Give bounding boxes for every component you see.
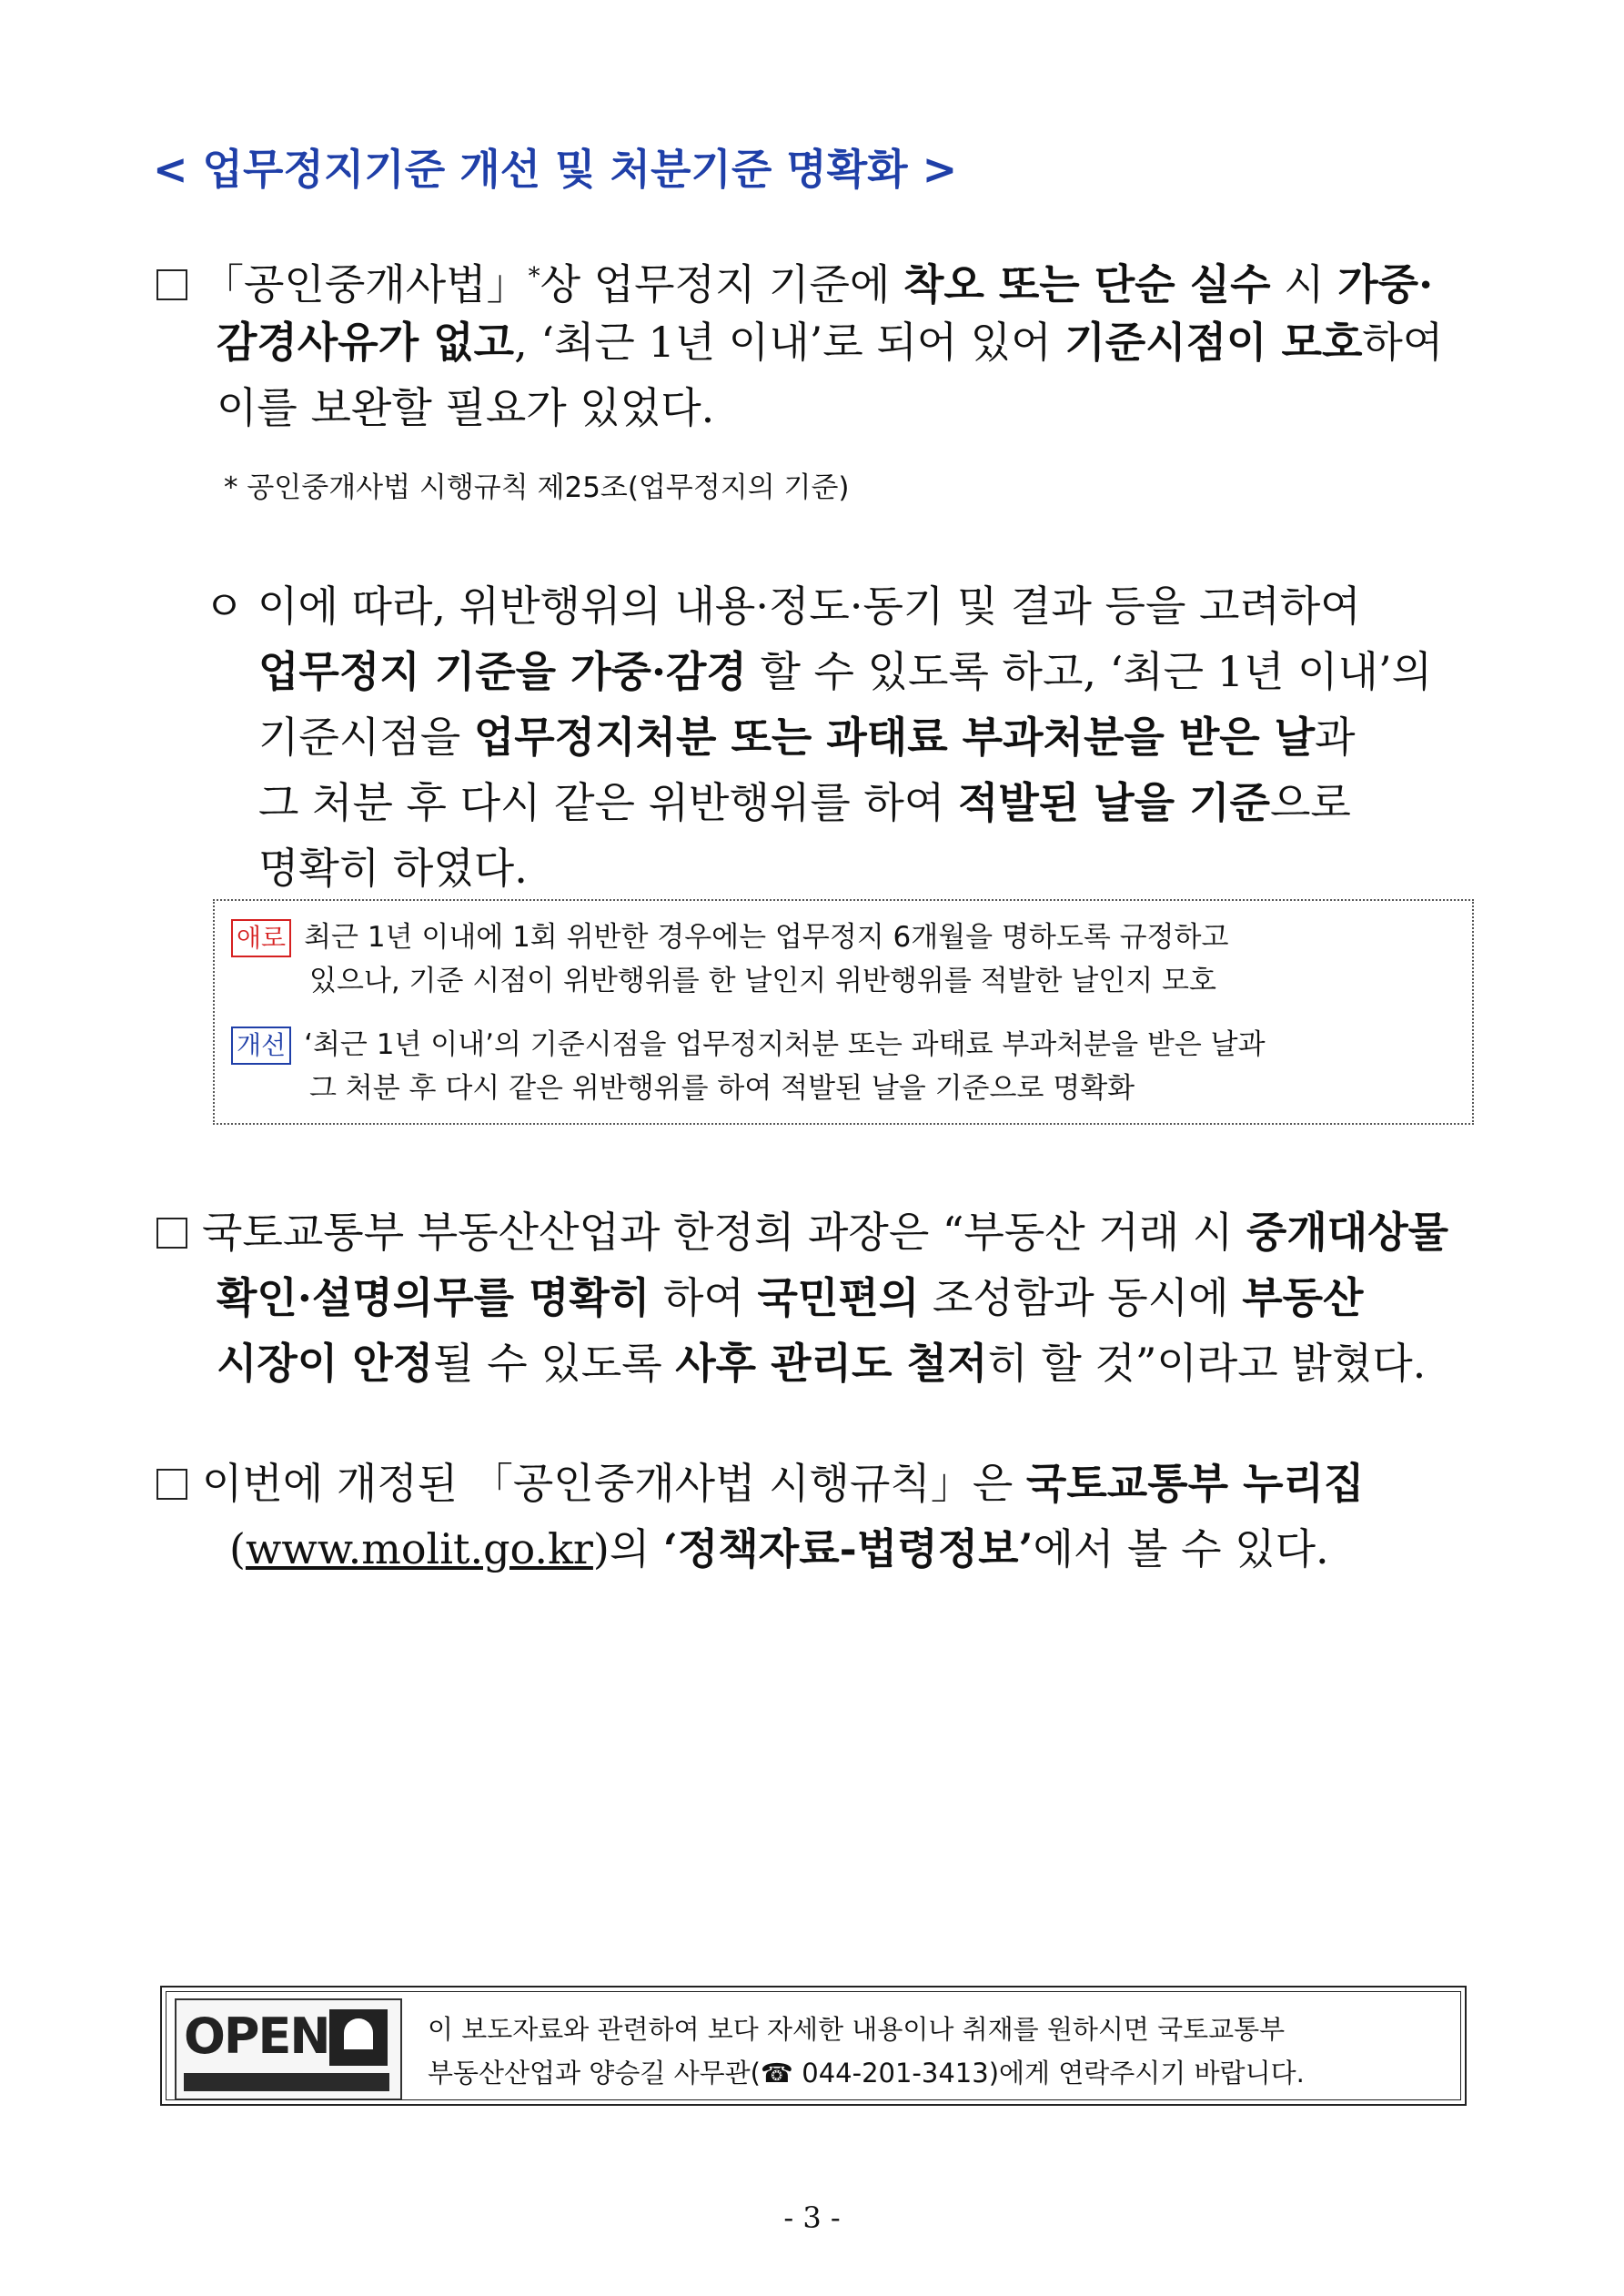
open-license-logo	[175, 1998, 402, 2100]
section1-line3: 이를 보완할 필요가 있었다.	[217, 383, 715, 432]
problem-text: 최근 1년 이내에 1회 위반한 경우에는 업무정지 6개월을 명하도록 규정하고	[304, 921, 1229, 954]
sub-line3	[204, 704, 1432, 770]
sub-line4	[204, 770, 1432, 835]
text: 그 처분 후 다시 같은 위반행위를 하여	[258, 778, 958, 827]
emphasis: 중개대상물	[1246, 1208, 1449, 1257]
text: 기준시점을	[258, 713, 474, 762]
emphasis: ‘정책자료-법령정보’	[662, 1524, 1034, 1573]
emphasis: 사후 관리도 철저	[675, 1339, 988, 1388]
section-heading: < 업무정지기준 개선 및 처분기준 명확화 >	[153, 145, 958, 194]
emphasis: 확인·설명의무를 명확히	[217, 1273, 651, 1322]
text: 시	[1270, 259, 1338, 309]
text: 과	[1315, 713, 1356, 762]
section3-line1	[156, 1451, 1364, 1516]
emphasis: 착오 또는 단순 실수	[903, 259, 1271, 309]
footnote-mark: *	[528, 263, 540, 290]
text: 될 수 있도록	[433, 1339, 676, 1388]
improve-row-2: 그 처분 후 다시 같은 위반행위를 하여 적발된 날을 기준으로 명확화	[309, 1072, 1135, 1105]
problem-tag: 애로	[231, 919, 291, 957]
text: 하여	[650, 1273, 758, 1322]
contact-line2: 부동산산업과 양승길 사무관(☎ 044-201-3413)에게 연락주시기 바랍니다.	[428, 2058, 1305, 2089]
improve-text: ‘최근 1년 이내’의 기준시점을 업무정지처분 또는 과태료 부과처분을 받은 날과	[304, 1028, 1266, 1061]
emphasis: 시장이 안정	[217, 1339, 434, 1388]
text: , ‘최근 1년 이내’로 되어 있어	[514, 318, 1065, 367]
logo-strip	[184, 2073, 389, 2091]
emphasis: 국민편의	[757, 1273, 920, 1322]
sub-line2	[204, 639, 1432, 704]
sub-bullet-paragraph	[204, 573, 1432, 901]
contact-line1: 이 보도자료와 관련하여 보다 자세한 내용이나 취재를 원하시면 국토교통부	[428, 2014, 1286, 2045]
open-logo-word: OPEN	[184, 2008, 329, 2065]
section3-paragraph	[156, 1451, 1364, 1582]
checkbox-bullet-icon	[156, 269, 187, 300]
emphasis: 부동산	[1242, 1273, 1364, 1322]
contact-text	[428, 2008, 1305, 2095]
section3-line2	[156, 1516, 1364, 1582]
improve-tag: 개선	[231, 1027, 291, 1065]
text: 할 수 있도록 하고, ‘최근 1년 이내’의	[746, 647, 1432, 696]
contact-box	[160, 1986, 1467, 2106]
emphasis: 국토교통부 누리집	[1025, 1459, 1365, 1508]
sub-line5: 명확히 하였다.	[258, 844, 528, 893]
before-after-box	[213, 899, 1474, 1125]
sub-line1: ㅇ 이에 따라, 위반행위의 내용·정도·동기 및 결과 등을 고려하여	[204, 582, 1361, 631]
section2-line1	[156, 1199, 1448, 1265]
emphasis: 기준시점이 모호	[1064, 318, 1363, 367]
emphasis: 감경사유가 없고	[217, 318, 515, 367]
text: 국토교통부 부동산산업과 한정희 과장은 “부동산 거래 시	[202, 1208, 1246, 1257]
text: 이번에 개정된 「공인중개사법 시행규칙」은	[202, 1459, 1026, 1508]
text: 에서 볼 수 있다.	[1033, 1524, 1329, 1573]
lock-icon	[329, 2009, 388, 2066]
law-name: 「공인중개사법」	[202, 259, 529, 309]
text: 조성함과 동시에	[919, 1273, 1243, 1322]
page-number: - 3 -	[783, 2200, 841, 2235]
text: 상 업무정지 기준에	[540, 259, 903, 309]
improve-row	[231, 1021, 1266, 1065]
text: 으로	[1270, 778, 1351, 827]
emphasis: 적발된 날을 기준	[957, 778, 1270, 827]
problem-row-2: 있으나, 기준 시점이 위반행위를 한 날인지 위반행위를 적발한 날인지 모호	[309, 965, 1216, 997]
emphasis: 가중·	[1337, 259, 1434, 309]
text: 히 할 것”이라고 밝혔다.	[987, 1339, 1427, 1388]
checkbox-bullet-icon	[156, 1469, 187, 1500]
section2-line3	[156, 1330, 1448, 1396]
section1-paragraph	[156, 244, 1443, 440]
text: )의	[592, 1524, 663, 1573]
footnote: * 공인중개사법 시행규칙 제25조(업무정지의 기준)	[224, 471, 850, 504]
text: 하여	[1362, 318, 1444, 367]
section2-line2	[156, 1265, 1448, 1330]
emphasis: 업무정지처분 또는 과태료 부과처분을 받은 날	[473, 713, 1316, 762]
section2-paragraph	[156, 1199, 1448, 1396]
section1-line1	[156, 244, 1443, 309]
section1-line2	[156, 309, 1443, 375]
emphasis: 업무정지 기준을 가중·감경	[258, 647, 747, 696]
molit-website-link[interactable]: www.molit.go.kr	[245, 1524, 593, 1573]
checkbox-bullet-icon	[156, 1218, 187, 1249]
problem-row	[231, 914, 1228, 957]
text: (	[229, 1524, 246, 1573]
